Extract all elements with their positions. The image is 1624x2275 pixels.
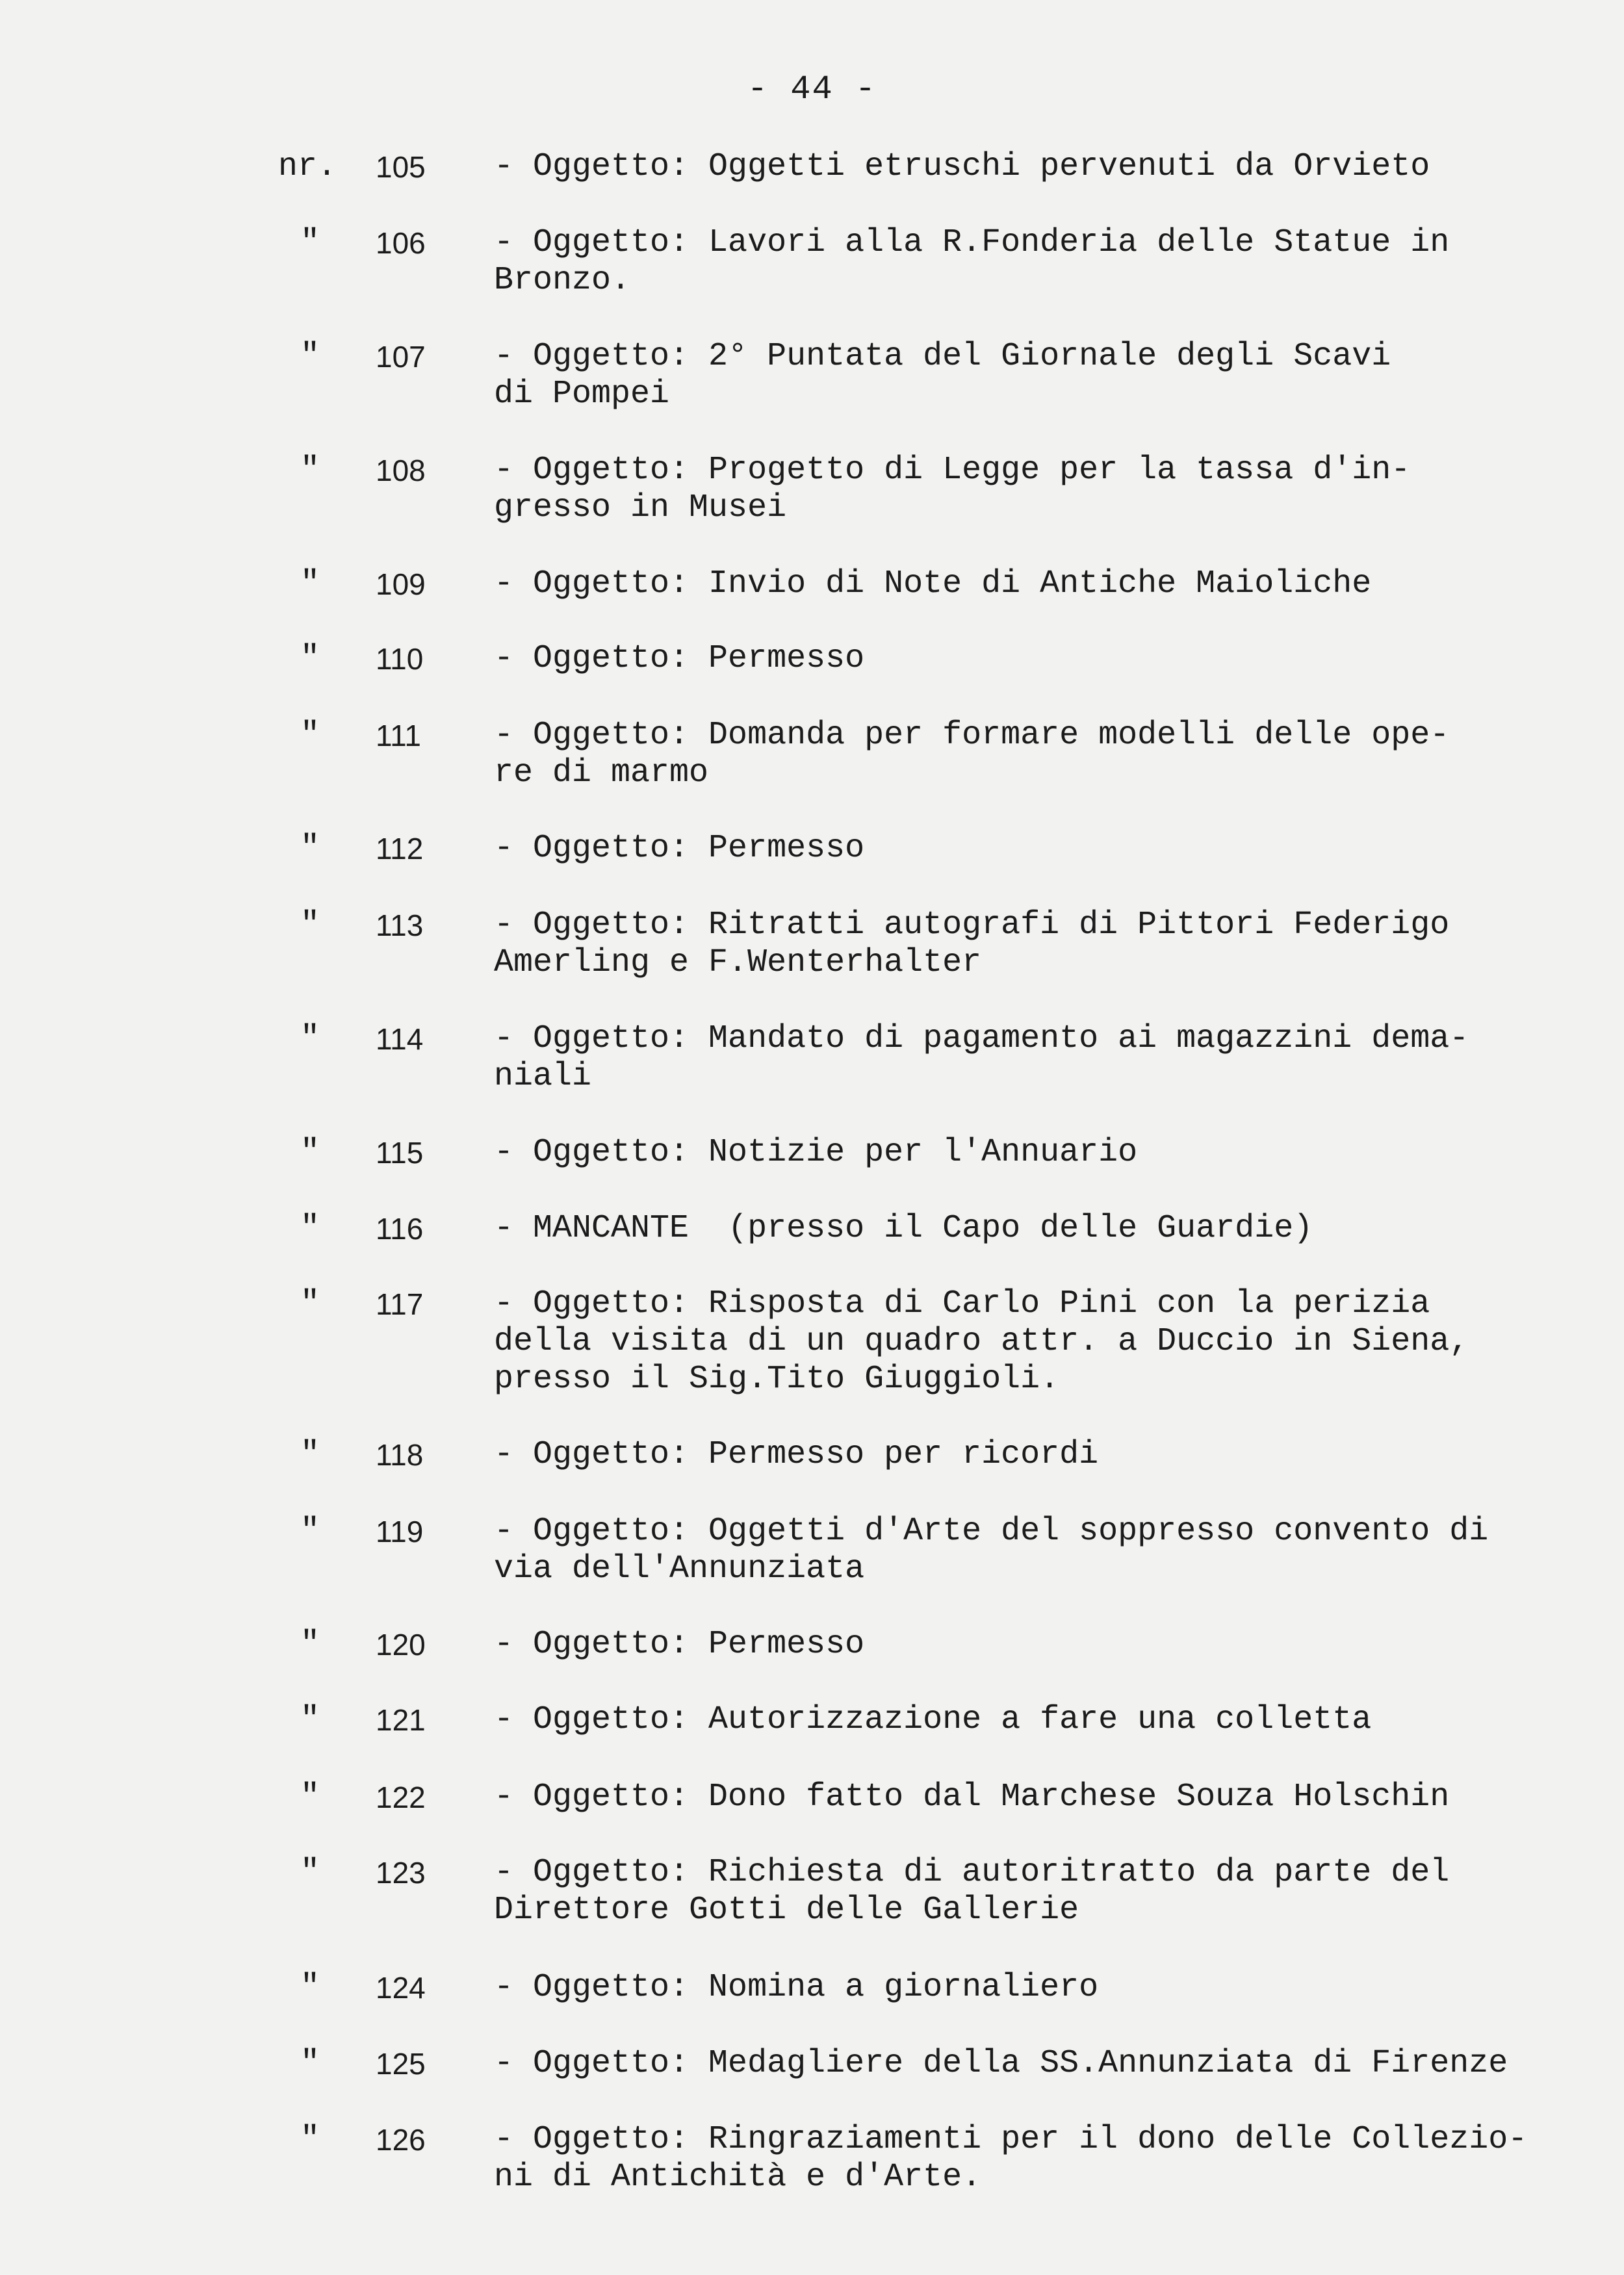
entry-text-line: niali [494,1058,592,1095]
entry-number: 119 [376,1515,424,1549]
entry-prefix: " [300,2121,320,2158]
entry-text-line: della visita di un quadro attr. a Duccio in Siena, [494,1323,1469,1360]
entry-number: 122 [376,1780,426,1814]
entry-text-line: presso il Sig.Tito Giuggioli. [494,1361,1060,1398]
entry-text [494,2121,1560,2196]
entry-prefix: " [300,2045,320,2082]
entry-text [494,2045,1560,2083]
entry-prefix: " [300,338,320,375]
entry-prefix: " [300,717,320,754]
entry-text [494,1701,1560,1739]
entry-text-line: - Oggetto: Notizie per l'Annuario [494,1134,1138,1171]
entry-prefix: " [300,906,320,944]
entry-number: 115 [376,1136,424,1170]
entry-text-line: - Oggetto: Ritratti autografi di Pittori Federigo [494,906,1450,944]
entry-number: 105 [376,150,426,184]
entry-text-line: - Oggetto: Domanda per formare modelli delle ope- [494,717,1450,754]
entry-text-line: - Oggetto: Medagliere della SS.Annunziata di Firenze [494,2045,1508,2082]
entry-prefix: " [300,1134,320,1171]
entry-text-line: - Oggetto: Nomina a giornaliero [494,1969,1099,2006]
entry-text [494,1626,1560,1664]
entry-prefix: " [300,1779,320,1816]
entry-number: 112 [376,832,424,866]
entry-number: 121 [376,1703,426,1737]
entry-prefix: nr. [278,148,337,185]
entry-number: 118 [376,1438,424,1472]
entry-text [494,1210,1560,1248]
entry-text-line: - MANCANTE (presso il Capo delle Guardie) [494,1210,1313,1247]
entry-prefix: " [300,1701,320,1738]
entry-number: 107 [376,340,426,374]
entry-text [494,452,1560,527]
entry-text [494,717,1560,792]
entry-number: 124 [376,1971,426,2005]
entry-number: 126 [376,2123,426,2157]
page-number: - 44 - [747,70,877,109]
entry-text [494,906,1560,982]
entry-text [494,1779,1560,1816]
entry-text-line: - Oggetto: Risposta di Carlo Pini con la perizia [494,1285,1430,1322]
entry-text [494,640,1560,678]
entry-number: 123 [376,1856,426,1890]
entry-text-line: - Oggetto: Lavori alla R.Fonderia delle Statue in [494,224,1450,261]
entry-text-line: - Oggetto: 2° Puntata del Giornale degli Scavi [494,338,1391,375]
entry-text [494,338,1560,413]
entry-text-line: - Oggetto: Richiesta di autoritratto da parte del [494,1854,1450,1891]
entry-text-line: - Oggetto: Oggetti d'Arte del soppresso convento di [494,1513,1489,1550]
entry-text [494,1513,1560,1588]
entry-text-line: - Oggetto: Invio di Note di Antiche Maioliche [494,565,1372,602]
entry-number: 120 [376,1628,426,1662]
entry-prefix: " [300,1210,320,1247]
entry-prefix: " [300,830,320,867]
entry-text-line: - Oggetto: Mandato di pagamento ai magazzini dema- [494,1020,1469,1057]
entry-text-line: re di marmo [494,754,709,791]
entry-text [494,830,1560,868]
entry-prefix: " [300,1020,320,1057]
entry-text [494,1020,1560,1096]
entry-number: 111 [376,719,421,752]
entry-text-line: Bronzo. [494,262,631,299]
entry-prefix: " [300,224,320,261]
entry-text-line: Amerling e F.Wenterhalter [494,944,982,981]
entry-prefix: " [300,1854,320,1891]
entry-text-line: gresso in Musei [494,489,787,526]
entry-prefix: " [300,1436,320,1473]
entry-number: 116 [376,1212,424,1246]
entry-text-line: - Oggetto: Permesso [494,1626,865,1663]
entry-text [494,1436,1560,1474]
entry-text-line: Direttore Gotti delle Gallerie [494,1892,1079,1929]
entry-number: 106 [376,226,426,260]
entry-number: 109 [376,567,426,601]
entry-text-line: - Oggetto: Permesso [494,640,865,677]
entry-number: 125 [376,2047,426,2081]
entry-prefix: " [300,1969,320,2006]
entry-prefix: " [300,1513,320,1550]
entry-text-line: - Oggetto: Permesso [494,830,865,867]
entry-number: 117 [376,1287,424,1321]
entry-prefix: " [300,565,320,602]
entry-text-line: - Oggetto: Ringraziamenti per il dono delle Collezio- [494,2121,1528,2158]
entry-number: 114 [376,1022,424,1056]
entry-prefix: " [300,640,320,677]
entry-text-line: - Oggetto: Autorizzazione a fare una colletta [494,1701,1372,1738]
entry-text-line: di Pompei [494,376,670,413]
entry-prefix: " [300,452,320,489]
entry-number: 113 [376,908,424,942]
entry-prefix: " [300,1285,320,1322]
entry-text [494,1854,1560,1929]
entry-prefix: " [300,1626,320,1663]
entry-text [494,224,1560,300]
entry-text-line: - Oggetto: Dono fatto dal Marchese Souza Holschin [494,1779,1450,1816]
entry-text-line: - Oggetto: Permesso per ricordi [494,1436,1099,1473]
entry-number: 108 [376,454,426,487]
entry-text-line: - Oggetto: Oggetti etruschi pervenuti da Orvieto [494,148,1430,185]
entry-text-line: ni di Antichità e d'Arte. [494,2159,982,2196]
entry-number: 110 [376,642,424,676]
entry-text [494,1969,1560,2007]
entry-text [494,1285,1560,1398]
entry-text-line: - Oggetto: Progetto di Legge per la tassa d'in- [494,452,1411,489]
entry-text [494,1134,1560,1172]
entry-text-line: via dell'Annunziata [494,1550,865,1587]
entry-text [494,148,1560,186]
entry-text [494,565,1560,603]
